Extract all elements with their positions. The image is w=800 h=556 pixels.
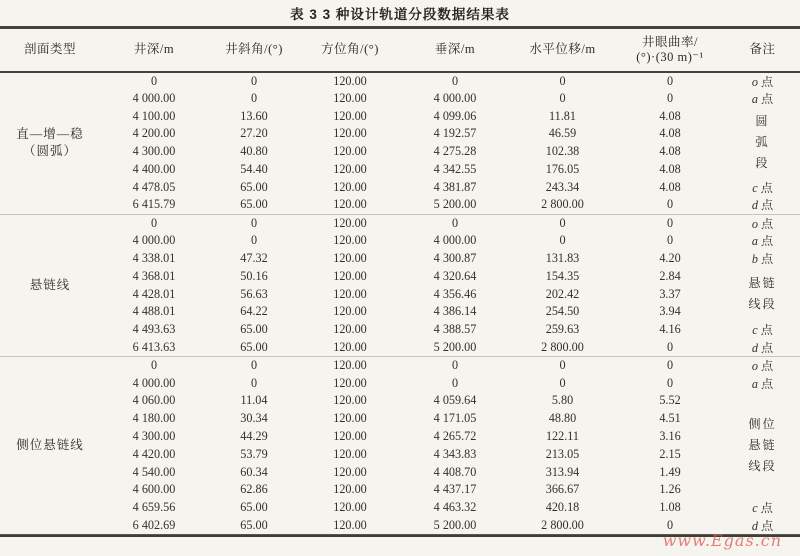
data-cell: 0 [615, 214, 725, 232]
data-cell: 120.00 [333, 500, 367, 515]
table-row [0, 250, 800, 268]
remark-segment-line: 线段 [748, 297, 777, 312]
data-cell: 4 420.00 [132, 446, 176, 461]
data-cell: 4 192.57 [433, 126, 477, 141]
data-cell: 4 000.00 [433, 233, 477, 248]
data-cell: 48.80 [548, 411, 577, 426]
data-cell: 11.81 [549, 108, 576, 123]
data-cell: 4 400.00 [132, 162, 176, 177]
data-cell: 0 [451, 73, 459, 88]
table-title: 表 3 3 种设计轨道分段数据结果表 [290, 7, 510, 22]
data-cell: 5 200.00 [433, 518, 477, 533]
data-cell: 5.52 [659, 393, 681, 408]
data-cell: 243.34 [545, 179, 580, 194]
data-cell: 13.60 [240, 108, 268, 123]
data-cell: 1.08 [659, 500, 681, 515]
data-cell: 4.51 [659, 411, 681, 426]
remark-point-letter: c [752, 180, 758, 195]
table-row [0, 410, 800, 428]
data-cell: 4 265.72 [433, 429, 477, 444]
data-cell: 313.94 [545, 464, 580, 479]
data-cell: 4 000.00 [132, 90, 176, 105]
remark-cell [725, 392, 800, 499]
data-cell: 122.11 [545, 429, 580, 444]
table-row [0, 107, 800, 125]
data-cell: 154.35 [545, 268, 580, 283]
remark-cell [725, 214, 800, 232]
remark-point-letter: o [751, 216, 758, 231]
remark-segment-line: 侧位 [748, 416, 777, 431]
column-header-line: 垂深/m [434, 42, 476, 57]
profile-type-cell [0, 72, 100, 215]
column-header-line: 备注 [749, 42, 776, 57]
table-row [0, 321, 800, 339]
data-cell: 11.04 [240, 393, 268, 408]
data-cell: 47.32 [240, 251, 268, 266]
remark-point-word: 点 [760, 519, 774, 534]
remark-cell [725, 90, 800, 108]
data-cell: 120.00 [333, 446, 367, 461]
data-cell: 4 099.06 [433, 108, 477, 123]
data-cell: 6 413.63 [132, 339, 176, 354]
data-cell: 2 800.00 [541, 518, 584, 533]
remark-segment-line: 圆 [755, 114, 770, 129]
data-cell: 0 [250, 233, 258, 248]
table-row [0, 499, 800, 517]
remark-point-letter: b [751, 252, 758, 267]
remark-cell [725, 196, 800, 214]
data-cell: 4 463.32 [433, 500, 477, 515]
data-cell: 0 [559, 375, 566, 390]
data-cell: 54.40 [240, 162, 268, 177]
profile-type-line: 悬链线 [29, 277, 71, 292]
data-cell: 4 180.00 [132, 411, 176, 426]
data-cell: 0 [666, 233, 674, 248]
data-cell: 3.94 [659, 304, 681, 319]
data-cell: 4 356.46 [433, 286, 477, 301]
column-header-line: 剖面类型 [23, 42, 76, 57]
remark-point-word: 点 [760, 501, 773, 516]
remark-segment-line: 线段 [748, 458, 777, 473]
data-cell: 4 171.05 [433, 411, 477, 426]
remark-point-word: 点 [760, 74, 774, 89]
data-cell: 4.08 [659, 179, 681, 194]
remark-cell [725, 267, 800, 320]
data-cell: 0 [666, 375, 674, 390]
data-cell: 4 540.00 [132, 464, 176, 479]
remark-cell [725, 321, 800, 339]
profile-type-line: 直—增—稳 [16, 127, 84, 142]
table-row [0, 90, 800, 108]
column-header [510, 28, 615, 72]
data-cell: 65.00 [240, 339, 268, 354]
data-cell: 102.38 [545, 144, 580, 159]
table-row [0, 463, 800, 481]
data-cell: 0 [666, 90, 674, 105]
table-row [0, 303, 800, 321]
remark-point-word: 点 [760, 216, 774, 231]
data-cell: 0 [208, 356, 300, 374]
table-section [0, 214, 800, 356]
data-cell: 0 [100, 214, 208, 232]
data-cell: 4.08 [659, 108, 681, 123]
data-cell: 120.00 [333, 429, 367, 444]
profile-type-cell [0, 214, 100, 356]
data-cell: 27.20 [240, 126, 268, 141]
data-cell: 4 300.87 [433, 251, 477, 266]
data-cell: 176.05 [545, 162, 580, 177]
data-cell: 4 100.00 [132, 108, 176, 123]
data-cell: 0 [615, 356, 725, 374]
remark-point-word: 点 [760, 323, 773, 338]
column-header [615, 28, 725, 72]
table-header-row [0, 28, 800, 72]
remark-point-letter: c [752, 501, 758, 516]
remark-point-word: 点 [760, 234, 774, 249]
data-cell: 5 200.00 [433, 197, 477, 212]
data-cell: 4 000.00 [433, 90, 477, 105]
data-cell: 120.00 [333, 251, 367, 266]
remark-point-letter: d [751, 340, 758, 355]
data-cell: 4 388.57 [433, 322, 477, 337]
data-cell: 0 [250, 375, 258, 390]
data-cell: 4 338.01 [132, 251, 176, 266]
data-cell: 30.34 [240, 411, 268, 426]
remark-point-word: 点 [760, 340, 774, 355]
remark-point-word: 点 [760, 359, 774, 374]
data-cell: 2.84 [659, 268, 681, 283]
data-cell: 120.00 [333, 411, 367, 426]
data-cell: 0 [400, 356, 510, 374]
table-row [0, 267, 800, 285]
data-cell: 6 415.79 [132, 197, 176, 212]
data-cell: 0 [666, 339, 674, 354]
data-cell: 120.00 [333, 90, 367, 105]
data-cell: 4.08 [659, 126, 681, 141]
data-cell: 2 800.00 [541, 339, 584, 354]
data-cell: 259.63 [545, 322, 580, 337]
data-cell: 131.83 [545, 251, 580, 266]
column-header [0, 28, 100, 72]
remark-segment-line: 悬链 [748, 276, 777, 291]
data-cell: 4 342.55 [433, 162, 477, 177]
column-header-line: 井眼曲率/ [642, 34, 698, 49]
watermark: www.Egas.cn [662, 531, 782, 550]
data-cell: 65.00 [240, 500, 268, 515]
remark-point-letter: o [751, 74, 758, 89]
data-cell: 0 [250, 90, 258, 105]
table-row [0, 356, 800, 374]
data-cell: 62.86 [240, 482, 268, 497]
data-cell: 4 381.87 [433, 179, 477, 194]
remark-segment-line: 悬链 [748, 437, 777, 452]
data-cell: 4 386.14 [433, 304, 477, 319]
data-cell: 0 [666, 73, 674, 88]
data-cell: 1.49 [659, 464, 681, 479]
data-cell: 4 478.05 [132, 179, 176, 194]
remark-segment-line: 弧 [755, 135, 770, 150]
remark-cell [725, 107, 800, 178]
remark-cell [725, 250, 800, 268]
data-cell: 4.20 [659, 251, 681, 266]
data-cell: 120.00 [333, 197, 367, 212]
remark-point-letter: d [751, 519, 758, 534]
table-row [0, 285, 800, 303]
data-cell: 120.00 [333, 126, 367, 141]
data-cell: 120.00 [333, 304, 367, 319]
data-cell: 4 000.00 [132, 375, 176, 390]
table-row [0, 125, 800, 143]
table-row [0, 481, 800, 499]
remark-point-word: 点 [760, 91, 774, 106]
data-cell: 120.00 [333, 268, 367, 283]
data-cell: 120.00 [333, 108, 367, 123]
data-cell: 4 343.83 [433, 446, 477, 461]
data-cell: 65.00 [240, 197, 268, 212]
column-header-line: 水平位移/m [529, 42, 596, 57]
remark-cell [725, 374, 800, 392]
column-header-line: 井斜角/(°) [225, 42, 283, 57]
table-row [0, 72, 800, 90]
data-cell: 1.26 [659, 482, 681, 497]
data-cell: 64.22 [240, 304, 268, 319]
remark-cell [725, 72, 800, 90]
data-cell: 120.00 [333, 393, 367, 408]
data-cell: 120.00 [333, 482, 367, 497]
data-cell: 4 493.63 [132, 322, 176, 337]
data-cell: 65.00 [240, 518, 268, 533]
data-cell: 0 [250, 73, 258, 88]
data-cell: 3.37 [659, 286, 681, 301]
data-cell: 2 800.00 [541, 197, 584, 212]
data-cell: 40.80 [240, 144, 268, 159]
table-row [0, 161, 800, 179]
column-header [400, 28, 510, 72]
data-cell: 0 [510, 356, 615, 374]
data-cell: 44.29 [240, 429, 268, 444]
data-cell: 0 [559, 90, 566, 105]
data-cell: 366.67 [545, 482, 580, 497]
column-header-line: 井深/m [133, 42, 175, 57]
table-row [0, 178, 800, 196]
profile-type-line: 侧位悬链线 [16, 438, 84, 453]
header-row [0, 28, 800, 72]
remark-cell [725, 339, 800, 357]
data-cell: 0 [208, 214, 300, 232]
data-cell: 0 [150, 73, 158, 88]
remark-point-letter: d [751, 198, 758, 213]
data-cell: 120.00 [300, 214, 400, 232]
remark-point-word: 点 [760, 198, 774, 213]
data-cell: 0 [451, 375, 459, 390]
remark-cell [725, 178, 800, 196]
data-cell: 0 [666, 518, 674, 533]
data-cell: 4 300.00 [132, 429, 176, 444]
data-cell: 4 300.00 [132, 144, 176, 159]
data-cell: 4 437.17 [433, 482, 477, 497]
data-cell: 120.00 [333, 322, 367, 337]
column-header [725, 28, 800, 72]
profile-type-line: （圆弧） [22, 144, 77, 159]
data-cell: 120.00 [333, 464, 367, 479]
data-cell: 6 402.69 [132, 518, 176, 533]
table-row [0, 374, 800, 392]
data-cell: 0 [559, 73, 566, 88]
data-cell: 65.00 [240, 322, 268, 337]
data-cell: 56.63 [240, 286, 268, 301]
data-cell: 202.42 [545, 286, 580, 301]
data-cell: 213.05 [545, 446, 580, 461]
data-cell: 4 275.28 [433, 144, 477, 159]
remark-point-letter: a [751, 91, 758, 106]
remark-point-word: 点 [760, 180, 773, 195]
data-cell: 60.34 [240, 464, 268, 479]
remark-point-word: 点 [760, 252, 774, 267]
data-cell: 4 659.56 [132, 500, 176, 515]
remark-cell [725, 356, 800, 374]
data-cell: 4 428.01 [132, 286, 176, 301]
remark-point-letter: o [751, 359, 758, 374]
remark-point-letter: a [751, 376, 758, 391]
data-cell: 4 488.01 [132, 304, 176, 319]
column-header-line: (°)·(30 m)⁻¹ [636, 49, 704, 64]
data-cell: 4 060.00 [132, 393, 176, 408]
data-cell: 120.00 [333, 73, 367, 88]
trajectory-data-table [0, 26, 800, 534]
data-cell: 254.50 [545, 304, 580, 319]
data-cell: 420.18 [545, 500, 580, 515]
remark-point-letter: c [752, 323, 758, 338]
data-cell: 4 000.00 [132, 233, 176, 248]
data-cell: 2.15 [659, 446, 681, 461]
data-cell: 120.00 [333, 375, 367, 390]
remark-point-word: 点 [760, 376, 774, 391]
remark-segment-line: 段 [755, 156, 770, 171]
data-cell: 120.00 [333, 144, 367, 159]
data-cell: 5 200.00 [433, 339, 477, 354]
table-row [0, 196, 800, 214]
data-cell: 46.59 [548, 126, 577, 141]
remark-point-letter: a [751, 234, 758, 249]
table-row [0, 428, 800, 446]
data-cell: 4 368.01 [132, 268, 176, 283]
data-cell: 0 [510, 214, 615, 232]
table-section [0, 72, 800, 215]
data-cell: 4 600.00 [132, 482, 176, 497]
data-cell: 120.00 [333, 162, 367, 177]
data-cell: 4 408.70 [433, 464, 477, 479]
data-cell: 3.16 [659, 429, 681, 444]
data-cell: 0 [100, 356, 208, 374]
data-cell: 4 320.64 [433, 268, 477, 283]
data-cell: 120.00 [333, 233, 367, 248]
table-row [0, 339, 800, 357]
data-cell: 120.00 [300, 356, 400, 374]
table-section [0, 356, 800, 534]
column-header-line: 方位角/(°) [321, 42, 379, 57]
column-header [300, 28, 400, 72]
data-cell: 50.16 [240, 268, 268, 283]
data-cell: 4 200.00 [132, 126, 176, 141]
data-cell: 4 059.64 [433, 393, 477, 408]
profile-type-cell [0, 356, 100, 534]
table-row [0, 392, 800, 410]
data-cell: 4.16 [659, 322, 681, 337]
table-row [0, 214, 800, 232]
data-cell: 4.08 [659, 144, 681, 159]
data-cell: 65.00 [240, 179, 268, 194]
remark-cell [725, 517, 800, 535]
table-row [0, 143, 800, 161]
data-cell: 120.00 [333, 339, 367, 354]
table-row [0, 445, 800, 463]
table-row [0, 517, 800, 535]
column-header [100, 28, 208, 72]
data-cell: 120.00 [333, 518, 367, 533]
data-cell: 53.79 [240, 446, 268, 461]
column-header [208, 28, 300, 72]
data-cell: 0 [400, 214, 510, 232]
table-bottom-rule [0, 534, 800, 537]
data-cell: 120.00 [333, 179, 367, 194]
data-cell: 0 [666, 197, 674, 212]
data-cell: 5.80 [551, 393, 574, 408]
remark-cell [725, 499, 800, 517]
data-cell: 120.00 [333, 286, 367, 301]
remark-cell [725, 232, 800, 250]
data-cell: 0 [559, 233, 566, 248]
table-row [0, 232, 800, 250]
data-cell: 4.08 [659, 162, 681, 177]
